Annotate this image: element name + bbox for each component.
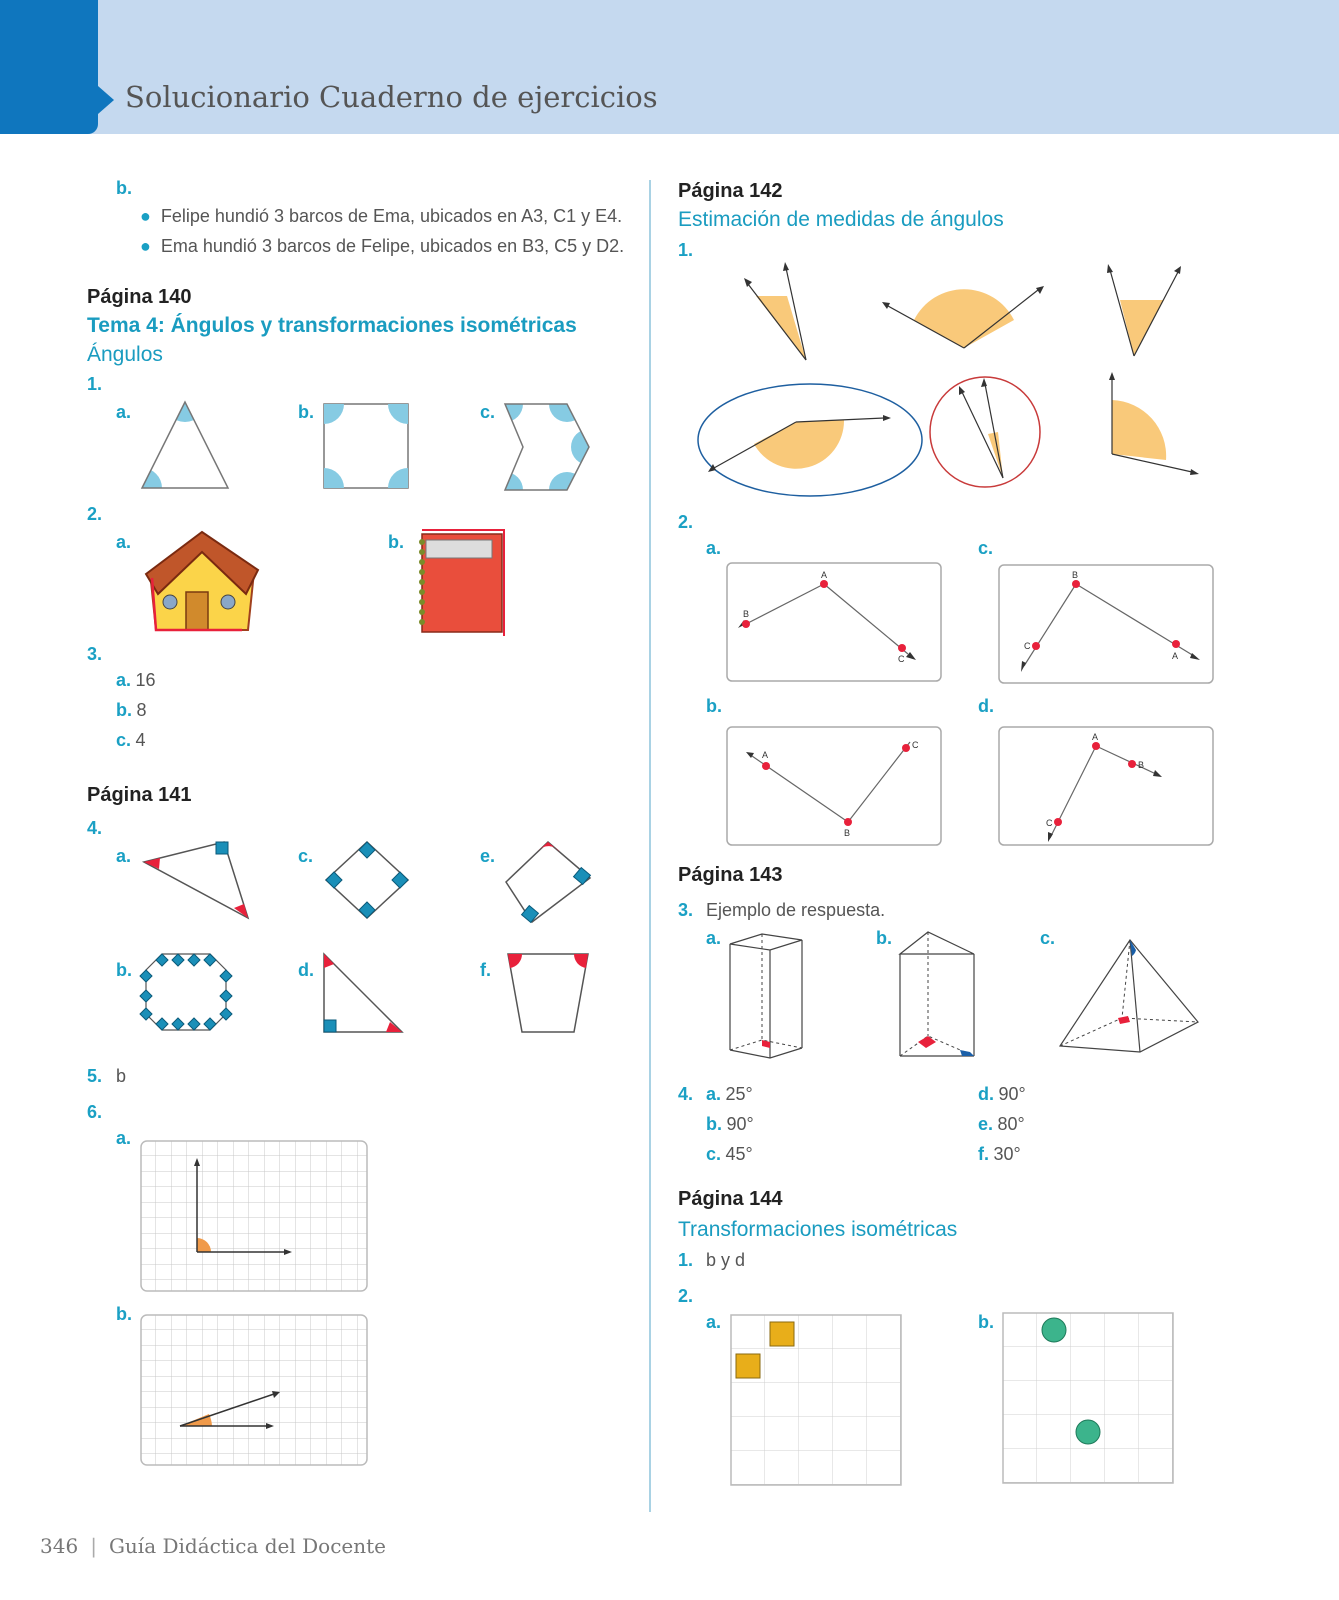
item-label: b. [978, 1312, 994, 1332]
answer-row: c. 4 [116, 730, 146, 750]
answer-text: Ejemplo de respuesta. [706, 900, 886, 920]
item-label: c. [978, 538, 994, 558]
question-number: 5. [87, 1066, 103, 1086]
svg-text:B: B [1138, 760, 1145, 770]
triangle-angle-types-figure [140, 838, 252, 922]
svg-text:A: A [1172, 651, 1179, 661]
angle-abc-box-c [998, 564, 1214, 684]
item-label: b. [116, 960, 132, 980]
square-rotated-figure [322, 838, 412, 922]
question-number: 4. [87, 818, 103, 838]
grid-acute-angle-figure [140, 1314, 368, 1466]
angle-abc-box-d [998, 726, 1214, 846]
item-label: b. [388, 532, 404, 552]
item-label: b. [876, 928, 892, 948]
item-label: b. [298, 402, 314, 422]
subtopic-heading: Ángulos [87, 343, 163, 366]
bullet-icon: ● [140, 206, 151, 226]
page-heading-141: Página 141 [87, 784, 192, 806]
item-label: c. [298, 846, 314, 866]
acute-angle-figure [1104, 258, 1184, 362]
answer-row: a. 16 [116, 670, 156, 690]
right-triangle-figure [320, 950, 406, 1036]
quadrilateral-figure [502, 838, 594, 924]
topic-heading: Transformaciones isométricas [678, 1218, 958, 1241]
answer-value: b [116, 1066, 127, 1086]
column-divider [649, 180, 651, 1512]
svg-text:B: B [844, 828, 851, 838]
header-tab [0, 0, 98, 134]
question-number: 2. [87, 504, 103, 524]
svg-text:B: B [1072, 570, 1079, 580]
square-angles-figure [322, 402, 410, 490]
item-label: a. [706, 1312, 722, 1332]
svg-text:C: C [912, 740, 919, 750]
item-label: b. [116, 1304, 132, 1324]
item-label: b. [706, 696, 722, 716]
bullet-item: ● Ema hundió 3 barcos de Felipe, ubicados en B3, C5 y D2. [140, 236, 625, 256]
question-number: 1. [678, 240, 694, 260]
svg-text:C: C [898, 654, 905, 664]
item-label: a. [706, 538, 722, 558]
question-number: 3. [87, 644, 103, 664]
question-number: 1. [678, 1250, 694, 1270]
acute-angle-figure [740, 258, 820, 364]
rectangular-prism-figure [726, 930, 806, 1062]
page-heading-140: Página 140 [87, 286, 192, 308]
svg-text:B: B [743, 609, 750, 619]
answer-value: b y d [706, 1250, 746, 1270]
footer-separator: | [90, 1534, 97, 1558]
circled-angle-figure [696, 382, 924, 498]
page-heading-144: Página 144 [678, 1188, 783, 1210]
item-label: a. [116, 846, 132, 866]
notebook-illustration [414, 528, 510, 640]
circled-narrow-angle-figure [928, 374, 1042, 490]
answer-row: b. 8 [116, 700, 147, 720]
answer-row: a. 25° [706, 1084, 753, 1104]
item-label: f. [480, 960, 491, 980]
item-b-label: b. [116, 178, 132, 198]
question-number: 1. [87, 374, 103, 394]
svg-text:A: A [1092, 732, 1099, 742]
item-label: a. [116, 1128, 132, 1148]
question-number: 6. [87, 1102, 103, 1122]
grid-right-angle-figure [140, 1140, 368, 1292]
concave-hexagon-figure [503, 402, 593, 492]
question-number: 4. [678, 1084, 694, 1104]
item-label: a. [116, 402, 132, 422]
question-number: 2. [678, 1286, 694, 1306]
bullet-icon: ● [140, 236, 151, 256]
item-label: d. [978, 696, 994, 716]
obtuse-angle-figure [880, 280, 1048, 354]
answer-row: b. 90° [706, 1114, 754, 1134]
triangle-angles-figure [140, 400, 230, 492]
house-illustration [142, 530, 262, 640]
item-label: c. [480, 402, 496, 422]
question-number: 3. [678, 900, 694, 920]
right-angle-estimate-figure [1104, 368, 1204, 484]
header-arrow-icon [98, 86, 114, 114]
page-heading-142: Página 142 [678, 180, 783, 202]
item-label: a. [116, 532, 132, 552]
item-label: a. [706, 928, 722, 948]
answer-row: c. 45° [706, 1144, 753, 1164]
trapezoid-figure [504, 950, 592, 1036]
item-label: e. [480, 846, 496, 866]
angle-abc-box-b [726, 726, 942, 846]
svg-text:A: A [762, 750, 769, 760]
page-title: Solucionario Cuaderno de ejercicios [125, 80, 658, 114]
answer-row: d. 90° [978, 1084, 1026, 1104]
page-footer [40, 1534, 386, 1558]
topic-heading: Tema 4: Ángulos y transformaciones isométricas [87, 314, 577, 337]
bullet-item: ● Felipe hundió 3 barcos de Ema, ubicados en A3, C1 y E4. [140, 206, 623, 226]
answer-row: f. 30° [978, 1144, 1021, 1164]
book-title: Guía Didáctica del Docente [108, 1534, 387, 1558]
pyramid-figure [1056, 936, 1202, 1056]
question-number: 2. [678, 512, 694, 532]
svg-text:A: A [821, 570, 828, 580]
translation-grid-squares [730, 1314, 902, 1486]
svg-text:C: C [1046, 818, 1053, 828]
polygon-right-angles-figure [140, 950, 232, 1036]
svg-text:C: C [1024, 641, 1031, 651]
item-label: d. [298, 960, 314, 980]
page-heading-143: Página 143 [678, 864, 783, 886]
item-label: c. [1040, 928, 1056, 948]
angle-abc-box-a [726, 562, 942, 682]
topic-heading: Estimación de medidas de ángulos [678, 208, 1004, 231]
translation-grid-circles [1002, 1312, 1174, 1484]
answer-row: e. 80° [978, 1114, 1025, 1134]
page-number: 346 [40, 1534, 79, 1558]
triangular-prism-figure [896, 928, 978, 1062]
